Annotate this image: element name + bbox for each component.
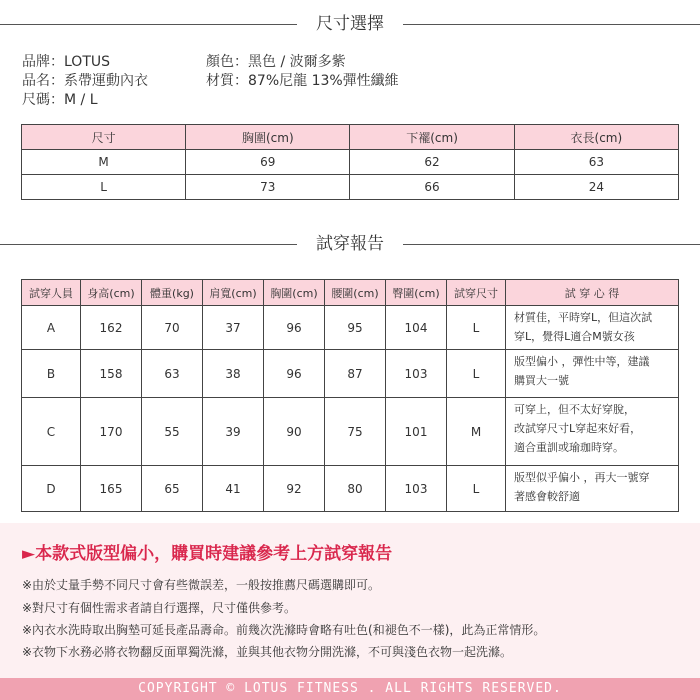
- copyright-footer: COPYRIGHT © LOTUS FITNESS . ALL RIGHTS RESERVED.: [0, 678, 700, 700]
- trial-section-header: [0, 234, 700, 254]
- cell-length: 63: [514, 150, 678, 175]
- cell-tester: D: [22, 466, 81, 512]
- cell-trial-size: L: [447, 350, 506, 398]
- header-chest: 胸圍(cm): [186, 125, 350, 150]
- comment-line: 材質佳，平時穿L，但這次試: [514, 311, 653, 324]
- size-section-title: 尺寸選擇: [316, 14, 384, 34]
- comment-line: 適合重訓或瑜珈時穿。: [514, 441, 624, 454]
- header-size: 尺寸: [22, 125, 186, 150]
- table-row: [22, 306, 679, 350]
- product-color: 顏色：黑色 / 波爾多紫: [206, 54, 346, 70]
- cell-length: 24: [514, 175, 678, 200]
- comment-line: 購買大一號: [514, 374, 569, 387]
- product-info: [22, 53, 399, 110]
- size-section-header: [0, 14, 700, 34]
- cell-weight: 55: [142, 398, 203, 466]
- cell-waist: 87: [325, 350, 386, 398]
- note-item: ※對尺寸有個性需求者請自行選擇，尺寸僅供參考。: [22, 601, 297, 615]
- trial-section-title: 試穿報告: [316, 234, 384, 254]
- cell-tester: C: [22, 398, 81, 466]
- cell-chest: 96: [264, 306, 325, 350]
- cell-hem: 66: [350, 175, 514, 200]
- table-row: [22, 466, 679, 512]
- comment-line: 改試穿尺寸L穿起來好看，: [514, 422, 642, 435]
- cell-hip: 103: [386, 466, 447, 512]
- cell-chest: 90: [264, 398, 325, 466]
- cell-shoulder: 41: [203, 466, 264, 512]
- note-item: ※由於丈量手勢不同尺寸會有些微誤差，一般按推薦尺碼選購即可。: [22, 578, 381, 592]
- cell-weight: 65: [142, 466, 203, 512]
- header-length: 衣長(cm): [514, 125, 678, 150]
- cell-comment: [506, 466, 679, 512]
- product-sizes: 尺碼：M / L: [22, 92, 98, 108]
- cell-hip: 104: [386, 306, 447, 350]
- note-item: ※衣物下水務必將衣物翻反面單獨洗滌，並與其他衣物分開洗滌，不可與淺色衣物一起洗滌。: [22, 645, 513, 659]
- trial-table: [21, 279, 679, 512]
- cell-comment: [506, 306, 679, 350]
- table-row: [22, 350, 679, 398]
- cell-tester: A: [22, 306, 81, 350]
- cell-hem: 62: [350, 150, 514, 175]
- header-tester: 試穿人員: [22, 280, 81, 306]
- header-comment: 試 穿 心 得: [506, 280, 679, 306]
- comment-line: 著感會較舒適: [514, 490, 580, 503]
- cell-waist: 75: [325, 398, 386, 466]
- note-item: ※內衣水洗時取出胸墊可延長產品壽命。前幾次洗滌時會略有吐色(和褪色不一樣)，此為正常情形。: [22, 623, 546, 637]
- product-name: 品名：系帶運動內衣: [22, 73, 148, 89]
- cell-trial-size: L: [447, 306, 506, 350]
- header-trial-size: 試穿尺寸: [447, 280, 506, 306]
- trial-table-header: [22, 280, 679, 306]
- cell-hip: 103: [386, 350, 447, 398]
- notice-headline: ►本款式版型偏小，購買時建議參考上方試穿報告: [22, 544, 393, 564]
- cell-shoulder: 37: [203, 306, 264, 350]
- cell-waist: 95: [325, 306, 386, 350]
- divider-right: [403, 244, 700, 245]
- cell-height: 165: [81, 466, 142, 512]
- divider-right: [403, 24, 700, 25]
- cell-weight: 70: [142, 306, 203, 350]
- cell-height: 162: [81, 306, 142, 350]
- notice-panel: [0, 523, 700, 678]
- header-hip: 臀圍(cm): [386, 280, 447, 306]
- header-chest: 胸圍(cm): [264, 280, 325, 306]
- size-table: [21, 124, 679, 200]
- cell-trial-size: M: [447, 398, 506, 466]
- comment-line: 穿L，覺得L適合M號女孩: [514, 330, 635, 343]
- cell-hip: 101: [386, 398, 447, 466]
- cell-comment: [506, 350, 679, 398]
- cell-shoulder: 38: [203, 350, 264, 398]
- product-material: 材質：87%尼龍 13%彈性纖維: [206, 73, 399, 89]
- cell-chest: 69: [186, 150, 350, 175]
- cell-trial-size: L: [447, 466, 506, 512]
- product-brand: 品牌：LOTUS: [22, 54, 111, 70]
- table-row: [22, 175, 679, 200]
- cell-chest: 92: [264, 466, 325, 512]
- cell-shoulder: 39: [203, 398, 264, 466]
- cell-height: 158: [81, 350, 142, 398]
- cell-chest: 73: [186, 175, 350, 200]
- comment-line: 版型偏小 ，彈性中等，建議: [514, 355, 650, 368]
- cell-size: L: [22, 175, 186, 200]
- header-waist: 腰圍(cm): [325, 280, 386, 306]
- cell-chest: 96: [264, 350, 325, 398]
- table-row: [22, 398, 679, 466]
- header-shoulder: 肩寬(cm): [203, 280, 264, 306]
- header-weight: 體重(kg): [142, 280, 203, 306]
- cell-size: M: [22, 150, 186, 175]
- comment-line: 可穿上，但不太好穿脫，: [514, 403, 635, 416]
- cell-comment: [506, 398, 679, 466]
- table-row: [22, 150, 679, 175]
- size-table-header: [22, 125, 679, 150]
- header-hem: 下襬(cm): [350, 125, 514, 150]
- cell-weight: 63: [142, 350, 203, 398]
- cell-waist: 80: [325, 466, 386, 512]
- header-height: 身高(cm): [81, 280, 142, 306]
- comment-line: 版型似乎偏小 ，再大一號穿: [514, 471, 650, 484]
- cell-height: 170: [81, 398, 142, 466]
- cell-tester: B: [22, 350, 81, 398]
